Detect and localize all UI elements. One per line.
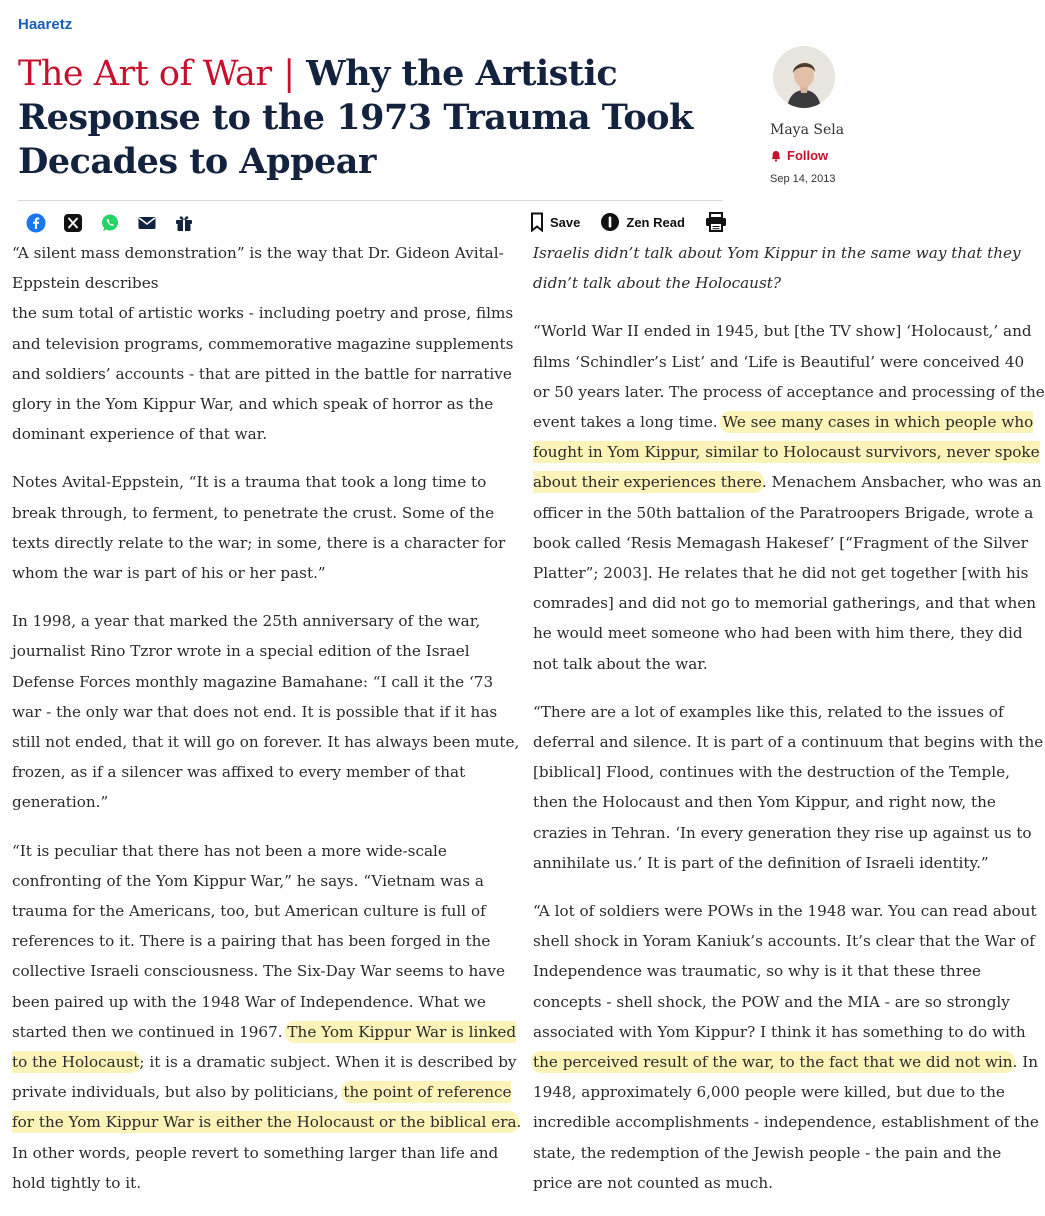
paragraph: “There are a lot of examples like this, related to the issues of deferral and silence. It is part of a continuum that begins with the [biblical] Flood, continues with the destruction of the Temple, then the Holocaust and then Yom Kippur, and right now, the crazies in Tehran. ‘In every generation they rise up against us to annihilate us.’ It is part of the definition of Israeli identity.” xyxy=(533,702,1044,872)
whatsapp-icon[interactable] xyxy=(100,213,120,233)
gift-icon[interactable] xyxy=(174,213,194,233)
paragraph-text: “World War II ended in 1945, but [the TV show] ‘Holocaust,’ and films ‘Schindler’s List’ and ‘Life is Beautiful’ were conceived 40 or 50 years later. The process of acceptance and processing of the event takes a long time. xyxy=(533,322,1045,432)
paragraph: Notes Avital-Eppstein, “It is a trauma that took a long time to break through, to ferment, to penetrate the crust. Some of the texts directly relate to the war; in some, there is a character for whom the war is part of his or her past.” xyxy=(12,473,506,583)
article-tools xyxy=(530,212,747,232)
paragraph: In 1998, a year that marked the 25th anniversary of the war, journalist Rino Tzror wrote in a special edition of the Israel Defense Forces monthly magazine Bamahane: “I call it the ‘73 war - the only war that does not end. It is possible that if it has still not ended, that it will go on forever. It has always been mute, frozen, as if a silencer was affixed to every member of that generation.” xyxy=(12,612,520,812)
follow-button[interactable] xyxy=(770,148,890,163)
paragraph xyxy=(533,896,1045,1198)
paragraph-text: “A lot of soldiers were POWs in the 1948 war. You can read about shell shock in Yoram Kaniuk’s accounts. It’s clear that the War of Independence was traumatic, so why is it that these three concepts - shell shock, the POW and the MIA - are so strongly associated with Yom Kippur? I think it has something to do with xyxy=(533,902,1037,1041)
paragraph xyxy=(12,238,527,449)
zen-read-icon xyxy=(600,212,620,232)
highlighted-text[interactable]: the point of reference for the Yom Kippur War is either the Holocaust or the biblical era xyxy=(12,1083,517,1132)
headline-title: Why the Artistic Response to the 1973 Trauma Took Decades to Appear xyxy=(18,53,693,182)
paragraph-text: . Menachem Ansbacher, who was an officer in the 50th battalion of the Paratroopers Brigade, wrote a book called ‘Resis Memagash Hakesef’ [“Fragment of the Silver Platter”; 2003]. He relates that he did not get together [with his comrades] and did not go to memorial gatherings, and that when he would meet someone who had been with him there, they did not talk about the war. xyxy=(533,473,1042,673)
share-toolbar xyxy=(26,213,194,233)
author-box xyxy=(770,46,890,185)
highlighted-text[interactable]: The Yom Kippur War is linked to the Holocaust xyxy=(12,1022,517,1072)
headline-separator: | xyxy=(283,54,295,94)
publish-date: Sep 14, 2013 xyxy=(770,173,836,185)
paragraph xyxy=(12,836,527,1198)
print-icon xyxy=(705,212,727,232)
x-icon[interactable] xyxy=(63,213,83,233)
brand-link[interactable]: Haaretz xyxy=(18,16,73,33)
article-column-right xyxy=(533,238,1045,1216)
save-button[interactable] xyxy=(530,212,580,232)
interview-question: Israelis didn’t talk about Yom Kippur in the same way that they didn’t talk about the Holocaust? xyxy=(533,244,1021,293)
headline-kicker: The Art of War xyxy=(18,54,272,94)
highlighted-text[interactable]: We see many cases in which people who fought in Yom Kippur, similar to Holocaust survivors, never spoke about their experiences there xyxy=(533,413,1040,492)
paragraph-text: . In 1948, approximately 6,000 people were killed, but due to the incredible accomplishments - independence, establishment of the state, the redemption of the Jewish people - the pain and the price are not counted as much. xyxy=(533,1053,1039,1192)
bell-icon xyxy=(770,150,782,162)
follow-label: Follow xyxy=(787,148,829,163)
paragraph-text: the sum total of artistic works - including poetry and prose, films and television programs, commemorative magazine supplements and soldiers’ accounts - that are pitted in the battle for narrative glory in the Yom Kippur War, and which speak of horror as the dominant experience of that war. xyxy=(12,304,514,444)
author-name[interactable]: Maya Sela xyxy=(770,122,845,138)
paragraph xyxy=(533,316,1045,678)
print-button[interactable] xyxy=(705,212,727,232)
save-label: Save xyxy=(550,214,581,230)
author-photo xyxy=(773,46,835,108)
article-column-left xyxy=(12,238,527,1216)
paragraph-text: ; it is a dramatic subject. When it is described by private individuals, but also by politicians, xyxy=(12,1053,517,1102)
header-divider xyxy=(18,200,723,201)
zen-read-label: Zen Read xyxy=(626,214,685,230)
highlighted-text[interactable]: the perceived result of the war, to the fact that we did not win xyxy=(533,1053,1013,1072)
page-title xyxy=(18,52,718,184)
facebook-icon[interactable] xyxy=(26,213,46,233)
email-icon[interactable] xyxy=(137,213,157,233)
paragraph-lead: “A silent mass demonstration” is the way that Dr. Gideon Avital-Eppstein describes xyxy=(12,244,504,293)
paragraph-text: “It is peculiar that there has not been a more wide-scale confronting of the Yom Kippur War,” he says. “Vietnam was a trauma for the Americans, too, but American culture is full of references to it. There is a pairing that has been forged in the collective Israeli consciousness. The Six-Day War seems to have been paired up with the 1948 War of Independence. What we started then we continued in 1967. xyxy=(12,841,505,1041)
bookmark-icon xyxy=(530,212,544,232)
zen-read-button[interactable] xyxy=(600,212,685,232)
avatar[interactable] xyxy=(773,46,835,108)
paragraph-text: . In other words, people revert to something larger than life and hold tightly to it. xyxy=(12,1113,522,1192)
